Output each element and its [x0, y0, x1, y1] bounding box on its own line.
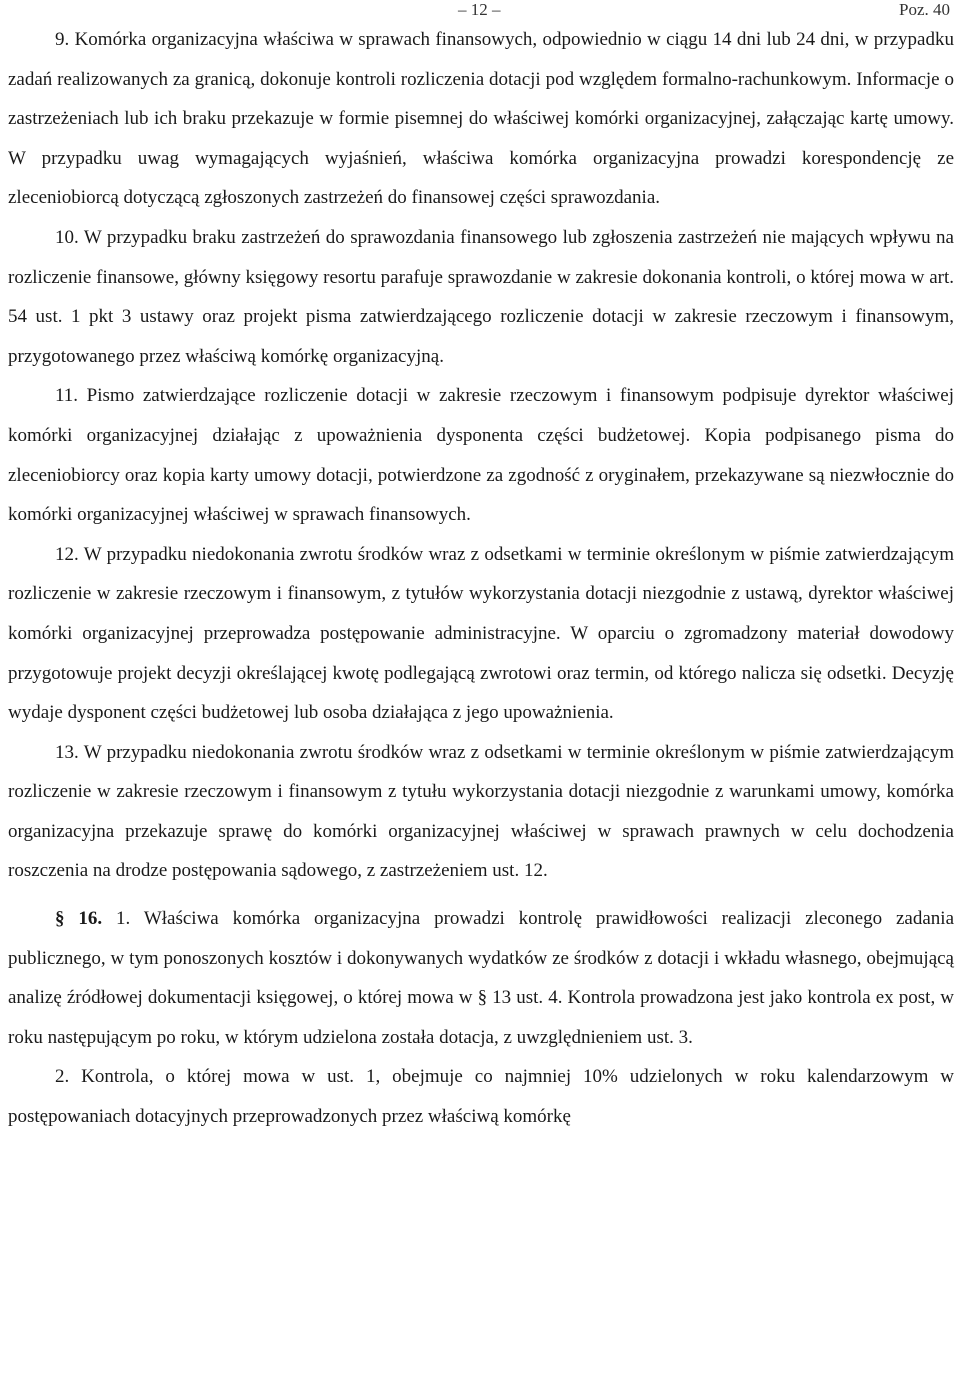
section-16-paragraph-1	[8, 899, 954, 1057]
paragraph-12: 12. W przypadku niedokonania zwrotu środków wraz z odsetkami w terminie określonym w piśmie zatwierdzającym rozliczenie w zakresie rzeczowym i finansowym, z tytułów wykorzystania dotacji niezgodnie z ustawą, dyrektor właściwej komórki organizacyjnej przeprowadza postępowanie administracyjne. W oparciu o zgromadzony materiał dowodowy przygotowuje projekt decyzji określającej kwotę podlegającą zwrotowi oraz termin, od którego nalicza się odsetki. Decyzję wydaje dysponent części budżetowej lub osoba działająca z jego upoważnienia.	[8, 543, 954, 724]
paragraph-9: 9. Komórka organizacyjna właściwa w sprawach finansowych, odpowiednio w ciągu 14 dni lub 24 dni, w przypadku zadań realizowanych za granicą, dokonuje kontroli rozliczenia dotacji pod względem formalno-rachunkowym. Informacje o zastrzeżeniach lub ich braku przekazuje w formie pisemnej do właściwej komórki organizacyjnej, załączając kartę umowy. W przypadku uwag wymagających wyjaśnień, właściwa komórka organizacyjna prowadzi korespondencję ze zleceniobiorcą dotyczącą zgłoszonych zastrzeżeń do finansowej części sprawozdania.	[8, 29, 954, 209]
section-16-mark: § 16.	[55, 908, 103, 930]
paragraph-13: 13. W przypadku niedokonania zwrotu środków wraz z odsetkami w terminie określonym w piśmie zatwierdzającym rozliczenie w zakresie rzeczowym i finansowym z tytułu wykorzystania dotacji niezgodnie z warunkami umowy, komórka organizacyjna przekazuje sprawę do komórki organizacyjnej właściwej w sprawach prawnych w celu dochodzenia roszczenia na drodze postępowania sądowego, z zastrzeżeniem ust. 12.	[8, 741, 954, 882]
paragraph-10: 10. W przypadku braku zastrzeżeń do sprawozdania finansowego lub zgłoszenia zastrzeżeń nie mających wpływu na rozliczenie finansowe, główny księgowy resortu parafuje sprawozdanie w zakresie dokonania kontroli, o której mowa w art. 54 ust. 1 pkt 3 ustawy oraz projekt pisma zatwierdzającego rozliczenie dotacji w zakresie rzeczowym i finansowym, przygotowanego przez właściwą komórkę organizacyjną.	[8, 226, 954, 367]
position-reference: Poz. 40	[899, 0, 950, 19]
section-16-paragraph-2: 2. Kontrola, o której mowa w ust. 1, obejmuje co najmniej 10% udzielonych w roku kalendarzowym w postępowaniach dotacyjnych przeprowadzonych przez właściwą komórkę	[8, 1066, 954, 1128]
page-number: – 12 –	[458, 0, 501, 19]
section-16-paragraph-1-text: 1. Właściwa komórka organizacyjna prowadzi kontrolę prawidłowości realizacji zleconego zadania publicznego, w tym ponoszonych kosztów i dokonywanych wydatków ze środków z dotacji i wkładu własnego, obejmującą analizę źródłowej dokumentacji księgowej, o której mowa w § 13 ust. 4. Kontrola prowadzona jest jako kontrola ex post, w roku następującym po roku, w którym udzielona została dotacja, z uwzględnieniem ust. 3.	[8, 908, 955, 1048]
running-header	[8, 0, 954, 20]
paragraph-11: 11. Pismo zatwierdzające rozliczenie dotacji w zakresie rzeczowym i finansowym podpisuje dyrektor właściwej komórki organizacyjnej działając z upoważnienia dysponenta części budżetowej. Kopia podpisanego pisma do zleceniobiorcy oraz kopia karty umowy dotacji, potwierdzone za zgodność z oryginałem, przekazywane są niezwłocznie do komórki organizacyjnej właściwej w sprawach finansowych.	[8, 385, 954, 526]
document-page	[8, 0, 954, 1137]
